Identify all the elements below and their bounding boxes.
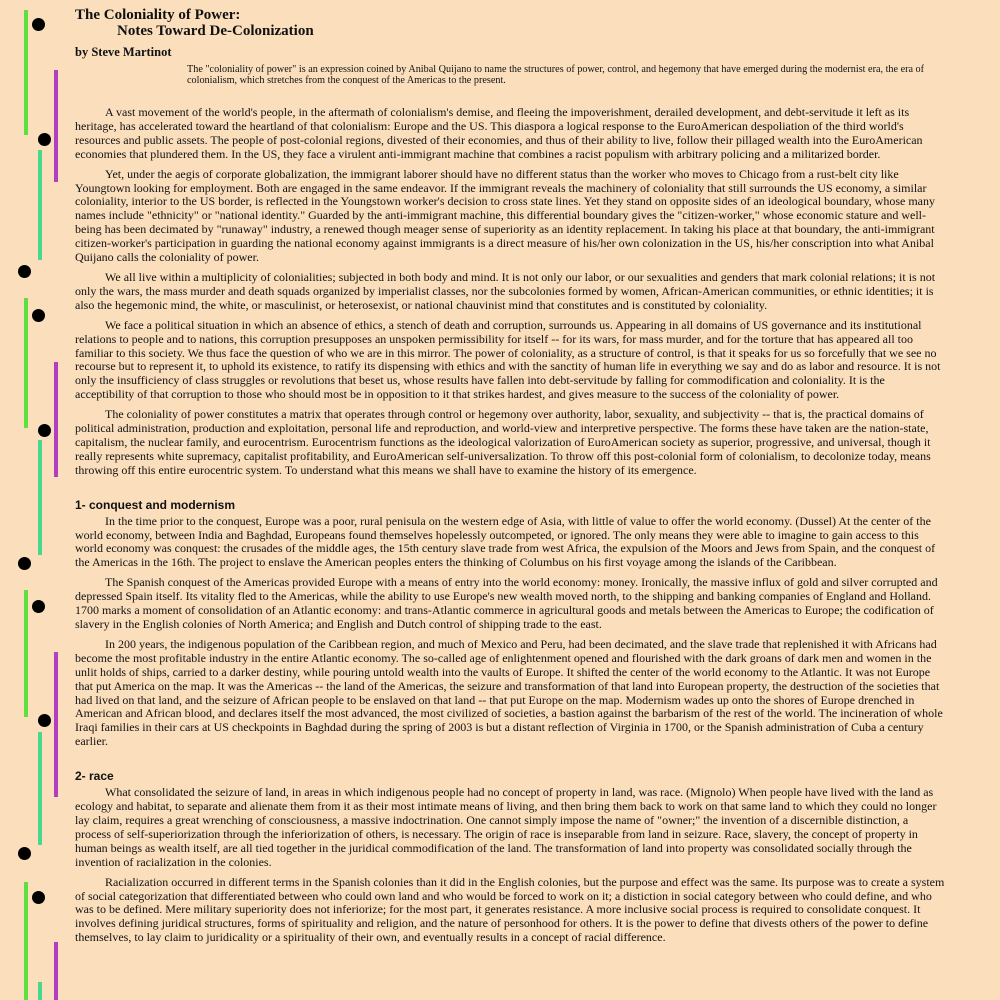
abstract: The "coloniality of power" is an expression coined by Anibal Quijano to name the structures of power, control, and hegemony that have emerged during the modernist era, the era of colonialism, which stretches from the conquest of the Americas to the present.	[187, 64, 925, 86]
title-line-1: The Coloniality of Power:	[75, 7, 241, 23]
bullet-dot	[18, 265, 31, 278]
section1-paragraph-3: In 200 years, the indigenous population of the Caribbean region, and much of Mexico and Peru, had been decimated, and the slave trade that replenished it with Africans had become the most profitable industry in the entire Atlantic economy. The so-called age of enlightenment opened and flourished with the dark groans of dark men and women in the unlit holds of ships, carried to a darker destiny, while pouring untold wealth into the vaults of Europe. It shifted the center of the world economy to the Atlantic. It was not Europe that put America on the map. It was the Americas -- the land of the Americas, the seizure and transformation of that land into European property, the destruction of the societies that had lived on that land, and the seizure of African people to be enslaved on that land -- that put Europe on the map. Modernism wades up onto the shores of Europe drenched in American and African blood, and declares itself the most advanced, the most civilized of societies, a bastion against the barbarism of the rest of the world. The incineration of whole Iraqi families in their cars at US checkpoints in Baghdad during the spring of 2003 is but a distant reflection of Virginia in 1700, or the Spanish administration of Cuba a century earlier.	[75, 636, 943, 749]
teal-bar	[38, 150, 42, 260]
bullet-dot	[18, 557, 31, 570]
section2-paragraph-2: Racialization occurred in different terms in the Spanish colonies than it did in the English colonies, but the purpose and effect was the same. Its purpose was to create a system of social categorization that differentiated between who could own land and who would be forced to work on it; a distiction in social category between who could define, and who was to be defined. Mere military superiority does not inferiorize; for the most part, it generates resistance. A more inclusive social process is required to consolidate conquest. It involves defining juridical structures, forms of spirituality and religion, and the nature of personhood for others. It is the power to define that divests others of the power to define themselves, to lay claim to juridicality or a spirituality of their own, and eventually results in a concept of racial difference.	[75, 874, 945, 945]
bullet-dot	[18, 847, 31, 860]
bullet-dot	[32, 891, 45, 904]
bullet-dot	[32, 18, 45, 31]
article-title	[75, 7, 945, 39]
purple-bar	[54, 942, 58, 1000]
teal-bar	[38, 732, 42, 845]
intro-paragraph-3: We all live within a multiplicity of colonialities; subjected in both body and mind. It is not only our labor, or our sexualities and genders that mark colonial relations; it is not only the wars, the mass murder and death squads organized by imperialist classes, nor the subcolonies formed by women, African-American communities, or ethnic identities; it is also the hegemonic mind, the white, or masculinist, or heterosexist, or national chauvinist mind that constitutes and is constituted by coloniality.	[75, 269, 936, 312]
intro-paragraph-1: A vast movement of the world's people, in the aftermath of colonialism's demise, and fleeing the impoverishment, derailed development, and debt-servitude it left as its heritage, has accelerated toward the heartland of that colonialism: Europe and the US. This diaspora a logical response to the EuroAmerican despoliation of the third world's resources and public assets. The people of post-colonial regions, divested of their economies, and thus of their ability to live, follow their pillaged wealth into the EuroAmerican economies that plundered them. In the US, they face a virulent anti-immigrant machine that combines a racist populism with arbitrary policing and a militarized border.	[75, 105, 923, 161]
intro-paragraph-5: The coloniality of power constitutes a matrix that operates through control or hegemony over authority, labor, sexuality, and subjectivity -- that is, the practical domains of political administration, production and exploitation, personal life and reproduction, and world-view and interpretive perspective. The forms these have taken are the nation-state, capitalism, the nuclear family, and eurocentrism. Eurocentrism functions as the ideological valorization of EuroAmerican society as superior, progressive, and universal, though it really represents white supremacy, capitalist profitability, and EuroAmerican self-universalization. To throw off this post-colonial form of colonialism, to decolonize today, means throwing off this entire eurocentric system. To understand what this means we shall have to examine the history of its emergence.	[75, 407, 931, 477]
intro-paragraph-4: We face a political situation in which an absence of ethics, a stench of death and corruption, surrounds us. Appearing in all domains of US governance and its institutional relations to people and to nations, this corruption presupposes an unspoken permissibility for itself -- for its wars, for mass murder, and for the torture that has appeared all too familiar to this society. We thus face the question of who we are in this mirror. The power of coloniality, as a structure of control, is that it speaks for us so forcefully that we see no recourse but to represent it, to uphold its existence, to ratify its dispensing with ethics and with the sanctity of human life in everything we say and do as labor and resource. It is not only the insufficiency of class struggles or revolutions that beset us, whose results have fallen into debt-servitude by falling for commodification and coloniality. It is the acceptibility of that corruption to those who should most be in opposition to it that strikes hardest, and gives measure to the success of the coloniality of power.	[75, 317, 941, 402]
teal-bar	[38, 440, 42, 555]
green-bar	[24, 882, 28, 1000]
green-bar	[24, 590, 28, 717]
essay-body	[75, 106, 945, 945]
bullet-dot	[38, 133, 51, 146]
bullet-dot	[32, 600, 45, 613]
purple-bar	[54, 362, 58, 477]
bullet-dot	[38, 714, 51, 727]
section-heading-race: 2- race	[75, 769, 114, 784]
green-bar	[24, 298, 28, 428]
teal-bar	[38, 982, 42, 1000]
article	[75, 0, 945, 951]
section1-paragraph-1: In the time prior to the conquest, Europe was a poor, rural penisula on the western edge of Asia, with little of value to offer the world economy. (Dussel) At the center of the world economy, between India and Baghdad, Europeans found themselves hopelessly outcompeted, or ignored. The only means they were able to imagine to gain access to this world economy was conquest: the crusades of the middle ages, the 15th century slave trade from west Africa, the expulsion of the Moors and Jews from Spain, and the conquest of the Americas in the 16th. The project to enslave the American peoples enters the thinking of Columbus on his first voyage among the islands of the Caribbean.	[75, 513, 936, 570]
green-bar	[24, 10, 28, 135]
section2-paragraph-1: What consolidated the seizure of land, in areas in which indigenous people had no concept of property in land, was race. (Mignolo) When people have lived with the land as ecology and habitat, to separate and alienate them from it as their most intimate means of living, and then bring them back to work on that same land to which they could no longer lay claim, requires a great wrenching of consciousness, a massive indoctrination. One cannot simply impose the name of "owner;" the invention of a discernible distinction, a process of self-superiorization through the inferiorization of others, is necessary. The origin of race is inseparable from land in seizure. Race, slavery, the concept of property in human beings as wealth itself, are all tied together in the juridical commodification of the land. The transformation of land into property was consolidated socially through the invention of racialization in the colonies.	[75, 785, 937, 869]
bullet-dot	[32, 309, 45, 322]
purple-bar	[54, 652, 58, 797]
intro-paragraph-2: Yet, under the aegis of corporate globalization, the immigrant laborer should have no different status than the worker who moves to Chicago from a rust-belt city like Youngtown looking for employment. Both are engaged in the same endeavor. If the immigrant reveals the machinery of coloniality that still surrounds the US economy, a similar coloniality, interior to the US border, is reflected in the Youngstown worker's decision to cross state lines. Yet they stand on opposite sides of an ideological boundary, whose many names include "ethnicity" or "national identity." Guarded by the anti-immigrant machine, this differential boundary gives the "citizen-worker," whose economic stature and well-being has been decimated by "runaway" industry, a renewed though meager sense of superiority as an identity replacement. In taking his place at that boundary, the anti-immigrant citizen-worker's participation in guarding the national economy against immigrants is a direct measure of his/her own colonization in the US, his/her conscription into what Anibal Quijano calls the coloniality of power.	[75, 166, 935, 265]
purple-bar	[54, 70, 58, 182]
bullet-dot	[38, 424, 51, 437]
author-byline: by Steve Martinot	[75, 45, 172, 59]
margin-decoration	[0, 0, 70, 1000]
title-line-2: Notes Toward De-Colonization	[117, 23, 314, 39]
section1-paragraph-2: The Spanish conquest of the Americas provided Europe with a means of entry into the world economy: money. Ironically, the massive influx of gold and silver corrupted and depressed Spain itself. Its vitality fled to the Americas, while the ability to use Europe's new wealth moved north, to the shipping and banking companies of England and Holland. 1700 marks a moment of consolidation of an Atlantic economy: and trans-Atlantic commerce in agricultural goods and metals between the Americas to Europe; the codification of slavery in the English colonies of North America; and English and Dutch control of shipping trade to the east.	[75, 575, 938, 631]
section-heading-conquest: 1- conquest and modernism	[75, 497, 236, 512]
